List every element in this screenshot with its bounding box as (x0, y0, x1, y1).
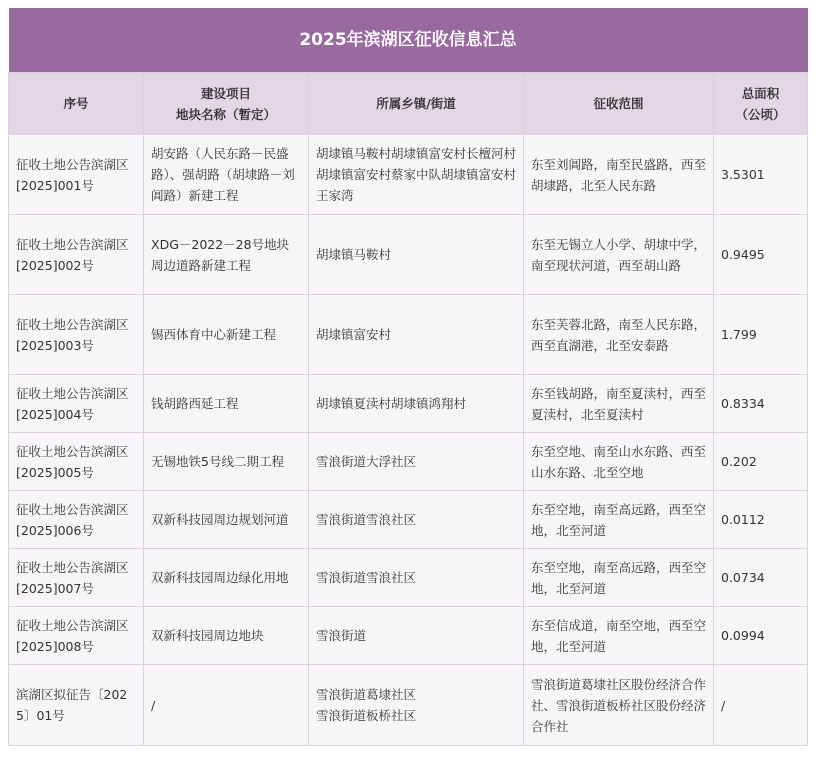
table-row (9, 491, 808, 549)
cell-area: 0.9495 (714, 215, 808, 295)
cell-town-line2: 雪浪街道板桥社区 (316, 708, 417, 723)
table-row (9, 295, 808, 375)
cell-scope: 东至芙蓉北路，南至人民东路，西至直湖港，北至安泰路 (524, 295, 714, 375)
cell-scope: 东至无锡立人小学、胡埭中学，南至现状河道，西至胡山路 (524, 215, 714, 295)
cell-town: 雪浪街道雪浪社区 (309, 549, 524, 607)
header-project-line1: 建设项目 (200, 85, 251, 101)
cell-project: 双新科技园周边地块 (144, 607, 309, 665)
cell-scope: 东至钱胡路，南至夏渎村，西至夏渎村，北至夏渎村 (524, 375, 714, 433)
cell-town-line1: 雪浪街道葛埭社区 (316, 687, 417, 702)
cell-project: 双新科技园周边规划河道 (144, 491, 309, 549)
cell-area: 1.799 (714, 295, 808, 375)
cell-scope: 东至空地，南至高远路，西至空地，北至河道 (524, 491, 714, 549)
expropriation-summary-table (8, 8, 808, 746)
cell-town: 胡埭镇夏渎村胡埭镇鸿翔村 (309, 375, 524, 433)
header-project-line2: 地块名称（暂定） (175, 106, 276, 122)
cell-project: / (144, 665, 309, 746)
table-row (9, 433, 808, 491)
cell-town: 胡埭镇马鞍村 (309, 215, 524, 295)
cell-scope: 东至空地，南至高远路，西至空地，北至河道 (524, 549, 714, 607)
table-row (9, 607, 808, 665)
cell-scope: 雪浪街道葛埭社区股份经济合作社、雪浪街道板桥社区股份经济合作社 (524, 665, 714, 746)
cell-serial: 征收土地公告滨湖区[2025]008号 (9, 607, 144, 665)
header-area-line1: 总面积 (741, 85, 780, 101)
header-town: 所属乡镇/街道 (309, 73, 524, 135)
table-row (9, 665, 808, 746)
cell-project: 双新科技园周边绿化用地 (144, 549, 309, 607)
cell-serial: 征收土地公告滨湖区[2025]002号 (9, 215, 144, 295)
cell-town (309, 665, 524, 746)
table-row (9, 549, 808, 607)
header-area-line2: （公顷） (735, 106, 786, 122)
cell-town: 胡埭镇富安村 (309, 295, 524, 375)
cell-scope: 东至刘阊路，南至民盛路，西至胡埭路，北至人民东路 (524, 135, 714, 215)
cell-town: 雪浪街道雪浪社区 (309, 491, 524, 549)
cell-serial: 征收土地公告滨湖区[2025]001号 (9, 135, 144, 215)
cell-project: 锡西体育中心新建工程 (144, 295, 309, 375)
cell-area: 0.0112 (714, 491, 808, 549)
cell-serial: 滨湖区拟征告〔2025〕01号 (9, 665, 144, 746)
cell-serial: 征收土地公告滨湖区[2025]003号 (9, 295, 144, 375)
header-serial: 序号 (9, 73, 144, 135)
cell-scope: 东至空地、南至山水东路、西至山水东路、北至空地 (524, 433, 714, 491)
cell-project: 胡安路（人民东路－民盛路）、强胡路（胡埭路－刘阊路）新建工程 (144, 135, 309, 215)
header-project (144, 73, 309, 135)
table-row (9, 135, 808, 215)
cell-project: 钱胡路西延工程 (144, 375, 309, 433)
cell-serial: 征收土地公告滨湖区[2025]004号 (9, 375, 144, 433)
table-title: 2025年滨湖区征收信息汇总 (9, 8, 808, 73)
header-area (714, 73, 808, 135)
cell-serial: 征收土地公告滨湖区[2025]006号 (9, 491, 144, 549)
cell-town: 雪浪街道大浮社区 (309, 433, 524, 491)
cell-area: 0.0994 (714, 607, 808, 665)
cell-project: XDG－2022－28号地块周边道路新建工程 (144, 215, 309, 295)
header-row (9, 73, 808, 135)
table-row (9, 215, 808, 295)
cell-town: 雪浪街道 (309, 607, 524, 665)
summary-table-container (8, 8, 807, 746)
cell-serial: 征收土地公告滨湖区[2025]007号 (9, 549, 144, 607)
cell-area: 3.5301 (714, 135, 808, 215)
cell-project: 无锡地铁5号线二期工程 (144, 433, 309, 491)
cell-serial: 征收土地公告滨湖区[2025]005号 (9, 433, 144, 491)
cell-town: 胡埭镇马鞍村胡埭镇富安村长檀河村胡埭镇富安村蔡家中队胡埭镇富安村王家湾 (309, 135, 524, 215)
cell-area: 0.0734 (714, 549, 808, 607)
cell-scope: 东至信成道，南至空地，西至空地，北至河道 (524, 607, 714, 665)
cell-area: / (714, 665, 808, 746)
cell-area: 0.8334 (714, 375, 808, 433)
cell-area: 0.202 (714, 433, 808, 491)
table-row (9, 375, 808, 433)
header-scope: 征收范围 (524, 73, 714, 135)
